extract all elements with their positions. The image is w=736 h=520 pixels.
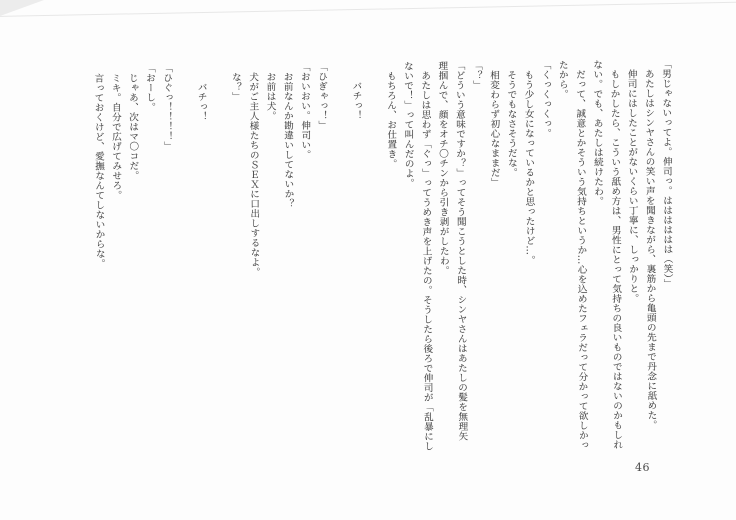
text-line: ないで！」って叫んだのよ。 [401, 61, 414, 188]
text-line: たから。 [556, 59, 569, 99]
text-line: 「どういう意味ですか？」ってそう聞こうとした時、シンヤさんはあたしの髪を無理矢 [453, 60, 468, 441]
text-line: 「男じゃないってよ。伸司っ。はははははは（笑）」 [660, 59, 673, 289]
text-line: 「くっくっくっ。 [539, 59, 552, 139]
text-line: だって、誠意とかそういう気持ちというか…心を込めたフェラだって分かって欲しかっ [573, 59, 589, 450]
text-line: あたしはシンヤさんの笑い声を聞きながら、裏筋から亀頭の先まで丹念に舐めた。 [642, 59, 657, 430]
text-line: バチっ！ [350, 61, 362, 121]
scan-edge-artifact [0, 1, 736, 17]
text-line: な？」 [229, 62, 242, 102]
text-line: 相変わらず初心なままだ」 [487, 60, 500, 188]
text-line: 理掴んで、顔をオチ〇チンから引き剥がしたわ。 [436, 60, 450, 276]
text-line: 「？」 [470, 60, 483, 90]
scan-corner-artifact [0, 0, 44, 16]
page-number: 46 [635, 461, 650, 474]
text-line: 「おいおい。伸司い。 [298, 61, 311, 160]
vertical-text-block [89, 59, 677, 452]
text-line: 伸司にはしたことがないくらい丁寧に、しっかりと。 [625, 59, 639, 304]
text-line: ない。でも、あたしは続けたわ。 [591, 59, 604, 206]
text-line: バチっ！ [195, 62, 207, 122]
text-line: 犬がご主人様たちのＳＥＸに口出しするなよ。 [247, 62, 260, 277]
text-line: もちろん、お仕置き。 [384, 61, 397, 169]
text-line: お前は犬。 [264, 62, 276, 121]
text-line: そうでもなさそうだな。 [505, 60, 518, 178]
text-line: あたしは思わず「ぐっ」ってうめき声を上げたの。そうしたら後ろで伸司が「乱暴にし [419, 60, 434, 451]
text-line: もう少し女になっているかと思ったけど…。 [522, 60, 535, 265]
text-line: じゃあ、次はマ〇コだ。 [126, 63, 139, 181]
text-line: ミキ。自分で広げてみせろ。 [109, 63, 122, 200]
text-line: 「おーし。 [143, 63, 156, 112]
text-line: 「ひぎゃっ！」 [315, 61, 328, 131]
text-line: 「ひぐっ！！！！」 [161, 62, 173, 151]
text-line: 言っておくけど、愛撫なんてしないからな。 [92, 63, 105, 269]
blank-line [210, 63, 230, 451]
text-line: もしかしたら、こういう舐め方は、男性にとって気持ちの良いものではないのかもしれ [608, 59, 623, 450]
text-line: お前なんか勘違いしてないか？ [281, 61, 294, 209]
